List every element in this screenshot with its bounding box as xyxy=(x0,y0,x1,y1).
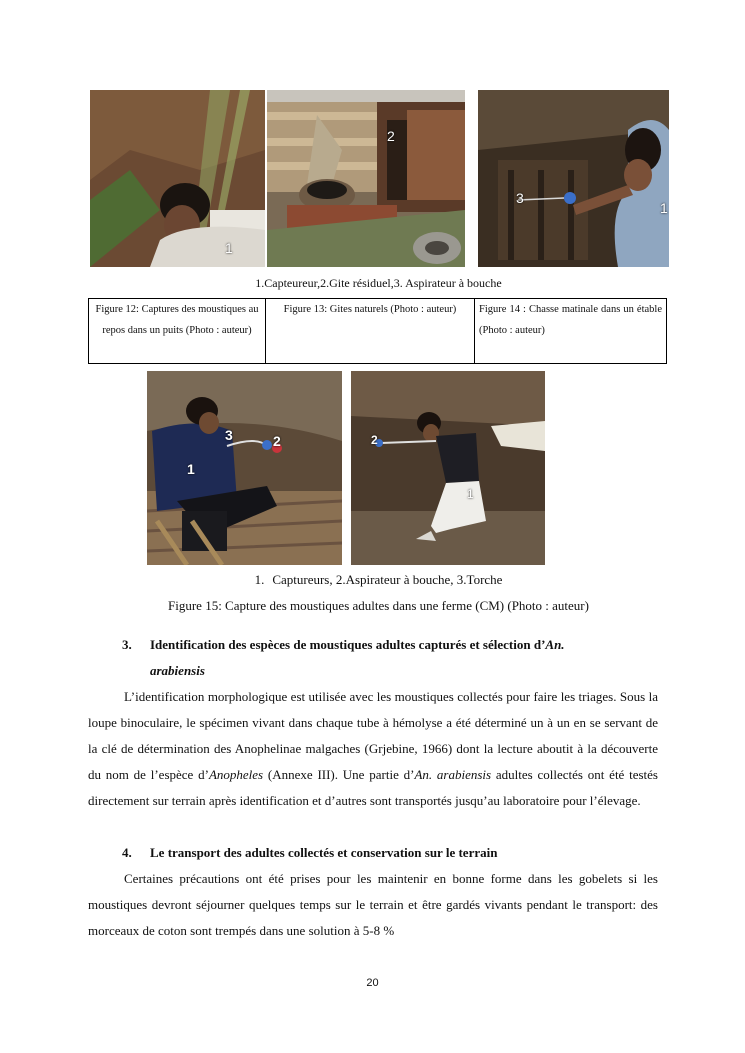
figure12-caption: Figure 12: Captures des moustiques au repos dans un puits (Photo : auteur) xyxy=(89,299,266,364)
figure15-legend xyxy=(90,572,667,588)
photo-label: 3 xyxy=(225,427,233,443)
section3-heading xyxy=(122,632,658,684)
page-number: 20 xyxy=(366,977,379,989)
section4-title: Le transport des adultes collectés et conservation sur le terrain xyxy=(150,845,498,860)
section4-number: 4. xyxy=(122,845,132,860)
top-photos-caption: 1.Capteureur,2.Gite résiduel,3. Aspirateur à bouche xyxy=(255,276,502,290)
photo-label: 2 xyxy=(273,433,281,449)
section4-heading xyxy=(122,840,658,866)
paragraph-text: L’identification morphologique est utilisée avec les moustiques collectés pour faire les triages. Sous la loupe binoculaire, le spécimen vivant dans chaque tube à hémolyse a été déterminé un à un en se servant de la clé de détermination des Anophelinae malgaches (Grjebine, 1966) dont la lecture aboutit à la découverte du nom de l’espèce d’ xyxy=(88,689,658,782)
paragraph-italic: An. arabiensis xyxy=(414,767,492,782)
paragraph-italic: Anopheles xyxy=(208,767,264,782)
paragraph-transport: Certaines précautions ont été prises pour les maintenir en bonne forme dans les gobelets si les moustiques devront séjourner quelques temps sur le terrain et être gardés vivants pendant le transport: des morceaux de coton sont trempés dans une solution à 5-8 % xyxy=(88,871,658,938)
section3-number: 3. xyxy=(122,637,132,652)
photo-label: 2 xyxy=(387,128,395,144)
photo-label: 1 xyxy=(187,461,195,477)
figure-captions-table xyxy=(88,298,667,364)
paragraph-text: adultes collectés ont été testés directement sur terrain après identification et d’autres sont transportés jusqu’au laboratoire pour l’élevage. xyxy=(88,767,658,808)
figure13-caption: Figure 13: Gites naturels (Photo : auteur) xyxy=(266,299,475,364)
section3-title-species: arabiensis xyxy=(150,663,205,678)
figure14-photo xyxy=(478,90,669,267)
photo-label: 1 xyxy=(225,240,233,256)
figure15-photo-left xyxy=(147,371,342,565)
figure14-caption: Figure 14 : Chasse matinale dans un étable (Photo : auteur) xyxy=(475,299,667,364)
figure15-caption: Figure 15: Capture des moustiques adultes dans une ferme (CM) (Photo : auteur) xyxy=(168,598,589,613)
photo-label: 1 xyxy=(467,487,474,501)
section3-title: Identification des espèces de moustiques adultes capturés et sélection d’ xyxy=(150,637,546,652)
photo-label: 3 xyxy=(516,190,524,206)
paragraph-text: (Annexe III). Une partie d’ xyxy=(263,767,415,782)
photo-label: 2 xyxy=(371,433,378,447)
figure15-photo-right xyxy=(351,371,545,565)
figure13-photo xyxy=(267,90,465,267)
legend-text: Captureurs, 2.Aspirateur à bouche, 3.Torche xyxy=(272,572,503,587)
section3-title-italic: An. xyxy=(545,637,565,652)
legend-number: 1. xyxy=(254,572,265,587)
photo-label: 1 xyxy=(660,200,668,216)
figure12-photo xyxy=(90,90,265,267)
paragraph-identification xyxy=(88,684,658,814)
